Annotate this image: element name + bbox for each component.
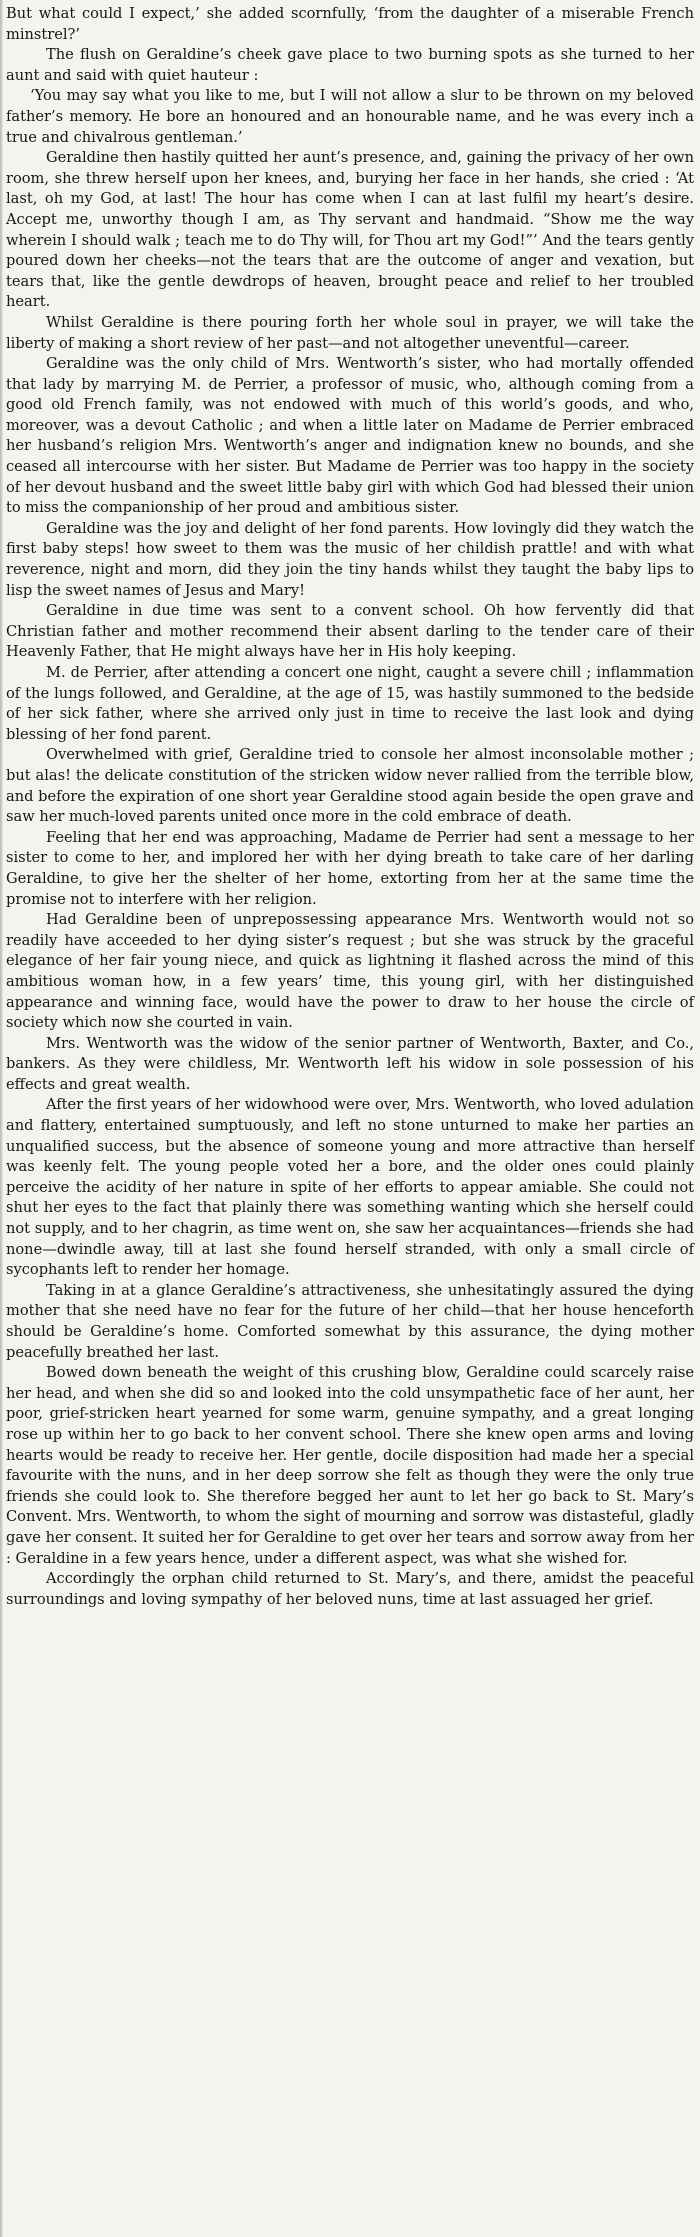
paragraph: Feeling that her end was approaching, Madame de Perrier had sent a message to her sister to come to her, and implored her with her dying breath to take care of her darling Geraldine, to give her the shelter of her home, extorting from her at the same time the promise not to interfere with her religion. [6, 828, 694, 908]
paragraph: Whilst Geraldine is there pouring forth her whole soul in prayer, we will take the liberty of making a short review of her past—and not altogether uneventful—career. [6, 313, 694, 352]
paragraph: After the first years of her widowhood were over, Mrs. Wentworth, who loved adulation and flattery, entertained sumptuously, and left no stone unturned to make her parties an unqualified success, but the absence of someone young and more attractive than herself was keenly felt. The young people voted her a bore, and the older ones could plainly perceive the acidity of her nature in spite of her efforts to appear amiable. She could not shut her eyes to the fact that plainly there was something wanting which she herself could not supply, and to her chagrin, as time went on, she saw her acquaintances—friends she had none—dwindle away, till at last she found herself stranded, with only a small circle of sycophants left to render her homage. [6, 1096, 694, 1279]
paragraph: Geraldine was the joy and delight of her fond parents. How lovingly did they watch the first baby steps! how sweet to them was the music of her childish prattle! and with what reverence, night and morn, did they join the tiny hands whilst they taught the baby lips to lisp the sweet names of Jesus and Mary! [6, 519, 694, 599]
paragraph: The flush on Geraldine’s cheek gave place to two burning spots as she turned to her aunt and said with quiet hauteur : [6, 46, 694, 84]
paragraph: But what could I expect,’ she added scornfully, ‘from the daughter of a miserable French minstrel?’ [6, 5, 694, 43]
paragraph: Taking in at a glance Geraldine’s attractiveness, she unhesitatingly assured the dying mother that she need have no fear for the future of her child—that her house henceforth should be Geraldine’s home. Comforted somewhat by this assurance, the dying mother peacefully breathed her last. [6, 1281, 694, 1361]
paragraph: Overwhelmed with grief, Geraldine tried to console her almost inconsolable mother ; but alas! the delicate constitution of the stricken widow never rallied from the terrible blow, and before the expiration of one short year Geraldine stood again beside the open grave and saw her much-loved parents united once more in the cold embrace of death. [6, 746, 694, 826]
paragraph: Geraldine then hastily quitted her aunt’s presence, and, gaining the privacy of her own room, she threw herself upon her knees, and, burying her face in her hands, she cried : ‘At last, oh my God, at last! The hour has come when I can at last fulfil my heart’s desire. Accept me, unworthy though I am, as Thy servant and handmaid. “Show me the way wherein I should walk ; teach me to do Thy will, for Thou art my God!”’ And the tears gently poured down her cheeks—not the tears that are the outcome of anger and vexation, but tears that, like the gentle dewdrops of heaven, brought peace and relief to her troubled heart. [6, 149, 694, 311]
paragraph: Had Geraldine been of unprepossessing appearance Mrs. Wentworth would not so readily have acceeded to her dying sister’s request ; but she was struck by the graceful elegance of her fair young niece, and quick as lightning it flashed across the mind of this ambitious woman how, in a few years’ time, this young girl, with her distinguished appearance and winning face, would have the power to draw to her house the circle of society which now she courted in vain. [6, 911, 694, 1032]
paragraph: Geraldine in due time was sent to a convent school. Oh how fervently did that Christian father and mother recommend their absent darling to the tender care of their Heavenly Father, that He might always have her in His holy keeping. [6, 602, 694, 661]
paragraph: Accordingly the orphan child returned to St. Mary’s, and there, amidst the peaceful surroundings and loving sympathy of her beloved nuns, time at last assuaged her grief. [6, 1570, 694, 1608]
paragraph: Bowed down beneath the weight of this crushing blow, Geraldine could scarcely raise her head, and when she did so and looked into the cold unsympathetic face of her aunt, her poor, grief-stricken heart yearned for some warm, genuine sympathy, and a great longing rose up within her to go back to her convent school. There she knew open arms and loving hearts would be ready to receive her. Her gentle, docile disposition had made her a special favourite with the nuns, and in her deep sorrow she felt as though they were the only true friends she could look to. She therefore begged her aunt to let her go back to St. Mary’s Convent. Mrs. Wentworth, to whom the sight of mourning and sorrow was distasteful, gladly gave her consent. It suited her for Geraldine to get over her tears and sorrow away from her : Geraldine in a few years hence, under a different aspect, was what she wished for. [6, 1364, 694, 1567]
paragraph: Geraldine was the only child of Mrs. Wentworth’s sister, who had mortally offended that lady by marrying M. de Perrier, a professor of music, who, although coming from a good old French family, was not endowed with much of this world’s goods, and who, moreover, was a devout Catholic ; and when a little later on Madame de Perrier embraced her husband’s religion Mrs. Wentworth’s anger and indignation knew no bounds, and she ceased all intercourse with her sister. But Madame de Perrier was too happy in the society of her devout husband and the sweet little baby girl with which God had blessed their union to miss the companionship of her proud and ambitious sister. [6, 355, 694, 517]
paragraph: M. de Perrier, after attending a concert one night, caught a severe chill ; inflammation of the lungs followed, and Geraldine, at the age of 15, was hastily summoned to the bedside of her sick father, where she arrived only just in time to receive the last look and dying blessing of her fond parent. [6, 664, 694, 743]
paragraph: Mrs. Wentworth was the widow of the senior partner of Wentworth, Baxter, and Co., bankers. As they were childless, Mr. Wentworth left his widow in sole possession of his effects and great wealth. [6, 1034, 694, 1093]
paragraph: ‘You may say what you like to me, but I will not allow a slur to be thrown on my beloved father’s memory. He bore an honoured and an honourable name, and he was every inch a true and chivalrous gentleman.’ [6, 87, 694, 146]
